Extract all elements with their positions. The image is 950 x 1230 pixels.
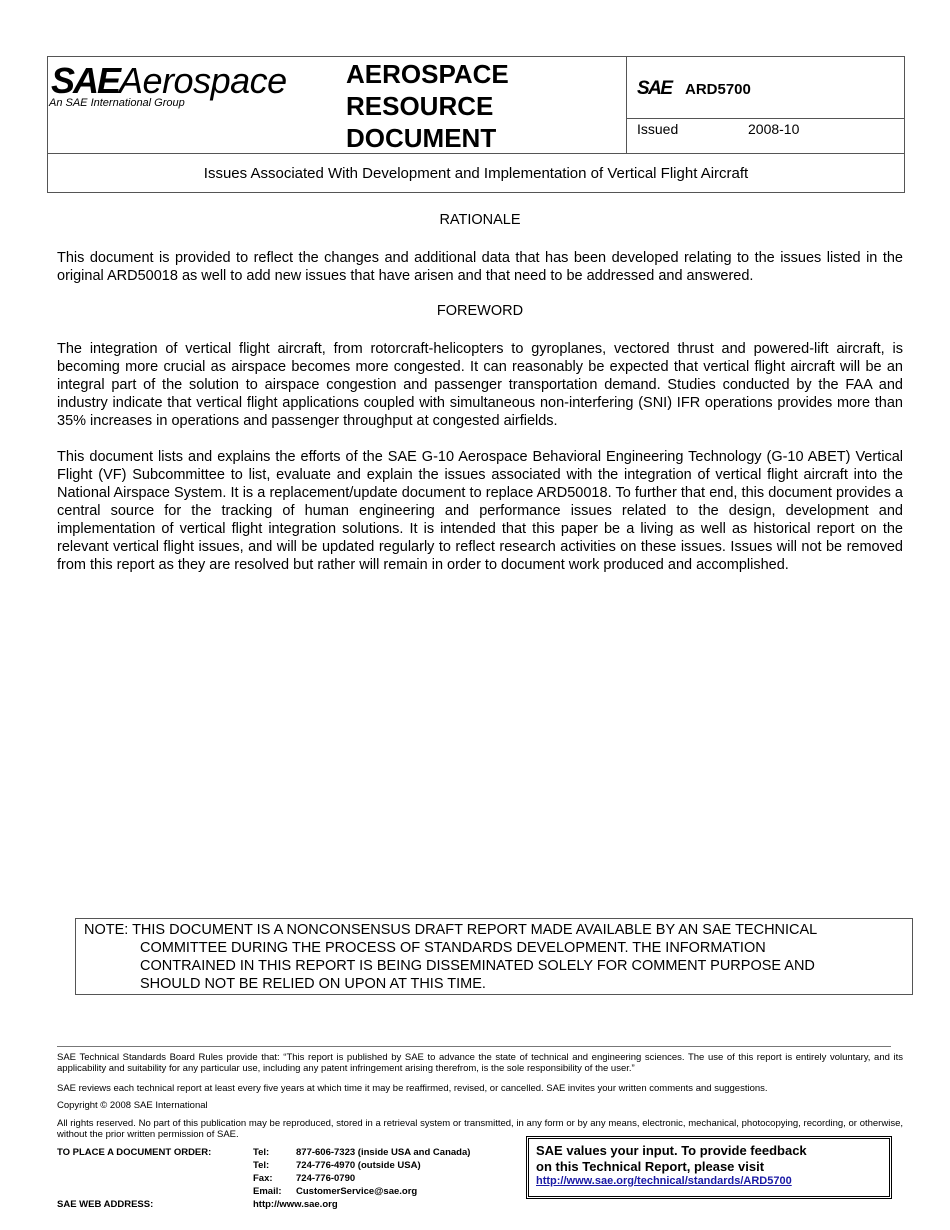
- contact-row: Tel: 724-776-4970 (outside USA): [253, 1160, 421, 1171]
- foreword-paragraph-1: The integration of vertical flight aircraft, from rotorcraft-helicopters to gyroplanes, vectored thrust and powered-lift aircraft, is becoming more crucial as airspace becomes more congested. It can reasonably be expected that vertical flight aircraft will be an integral part of the solution to airspace congestion and passenger transportation demand. Studies conducted by the FAA and industry indicate that vertical flight applications coupled with simultaneous non-interfering (SNI) IFR operations provides more than 35% increases in operations and passenger throughput at congested airfields.: [57, 341, 903, 429]
- rationale-paragraph: This document is provided to reflect the changes and additional data that has been developed relating to the issues listed in the original ARD50018 as well to add new issues that have arisen and that need to be addressed and answered.: [57, 250, 903, 284]
- rights-notice: All rights reserved. No part of this publication may be reproduced, stored in a retrieval system or transmitted, in any form or by any means, electronic, mechanical, photocopying, recording, or otherwise, without the prior written permission of SAE.: [57, 1118, 903, 1140]
- foreword-heading: FOREWORD: [436, 303, 524, 319]
- contact-row: Email: CustomerService@sae.org: [253, 1186, 418, 1197]
- contact-row: Fax: 724-776-0790: [253, 1173, 356, 1184]
- logo-tagline: An SAE International Group: [49, 97, 185, 109]
- feedback-box: [526, 1136, 892, 1199]
- feedback-line: SAE values your input. To provide feedback: [536, 1143, 807, 1158]
- email-link[interactable]: CustomerService@sae.org: [296, 1186, 418, 1197]
- header-top-row: [48, 57, 904, 154]
- order-label: TO PLACE A DOCUMENT ORDER:: [57, 1147, 212, 1158]
- document-header: [47, 56, 905, 193]
- review-notice: SAE reviews each technical report at least every five years at which time it may be reaffirmed, revised, or cancelled. SAE invites your written comments and suggestions.: [57, 1083, 768, 1094]
- issued-date: 2008-10: [748, 121, 800, 137]
- note-line: CONTRAINED IN THIS REPORT IS BEING DISSEMINATED SOLELY FOR COMMENT PURPOSE AND: [140, 958, 815, 974]
- document-title: Issues Associated With Development and Implementation of Vertical Flight Aircraft: [203, 165, 749, 182]
- title-line-2: RESOURCE: [346, 91, 494, 121]
- note-line: COMMITTEE DURING THE PROCESS OF STANDARDS DEVELOPMENT. THE INFORMATION: [140, 940, 766, 956]
- document-type-title: [346, 57, 626, 154]
- sae-mini-logo: SAE: [637, 78, 672, 99]
- foreword-paragraph-2: This document lists and explains the efforts of the SAE G-10 Aerospace Behavioral Engineering Technology (G-10 ABET) Vertical Flight (VF) Subcommittee to list, evaluate and explain the issues associated with the integration of vertical flight aircraft into the National Airspace System. It is a replacement/update document to replace ARD50018. To further that end, this document provides a central source for the tracking of human engineering and performance issues related to the design, development and implementation of vertical flight integration solutions. It is intended that this paper be a living as well as historical report on the relevant vertical flight issues, and will be updated regularly to reflect research activities on these issues. Issues will not be removed from this report as they are resolved but rather will remain in order to document work produced and accomplished.: [57, 449, 903, 573]
- contact-row: Tel: 877-606-7323 (inside USA and Canada): [253, 1147, 471, 1158]
- issued-label: Issued: [637, 121, 679, 137]
- sae-aerospace-logo: [48, 57, 343, 154]
- note-line: NOTE: THIS DOCUMENT IS A NONCONSENSUS DRAFT REPORT MADE AVAILABLE BY AN SAE TECHNICAL: [84, 922, 818, 938]
- logo-wordmark: Aerospace: [119, 60, 287, 101]
- feedback-link[interactable]: http://www.sae.org/technical/standards/ARD5700: [536, 1175, 792, 1187]
- document-number-cell: [626, 57, 904, 154]
- document-number: ARD5700: [685, 81, 751, 98]
- web-address-label: SAE WEB ADDRESS:: [57, 1199, 154, 1210]
- title-line-1: AEROSPACE: [346, 59, 509, 89]
- feedback-line: on this Technical Report, please visit: [536, 1159, 765, 1174]
- standards-board-rules: SAE Technical Standards Board Rules provide that: “This report is published by SAE to advance the state of technical and engineering sciences. The use of this report is entirely voluntary, and its applicability and suitability for any particular use, including any patent infringement arising therefrom, is the sole responsibility of the user.”: [57, 1052, 903, 1074]
- nonconsensus-note: [75, 918, 913, 995]
- note-line: SHOULD NOT BE RELIED ON UPON AT THIS TIME.: [140, 976, 486, 992]
- logo-sae-mark: SAE: [51, 60, 120, 101]
- rationale-heading: RATIONALE: [439, 212, 521, 228]
- copyright: Copyright © 2008 SAE International: [57, 1100, 208, 1111]
- footer-divider: [57, 1046, 891, 1047]
- title-line-3: DOCUMENT: [346, 123, 497, 153]
- web-address-link[interactable]: http://www.sae.org: [253, 1199, 338, 1210]
